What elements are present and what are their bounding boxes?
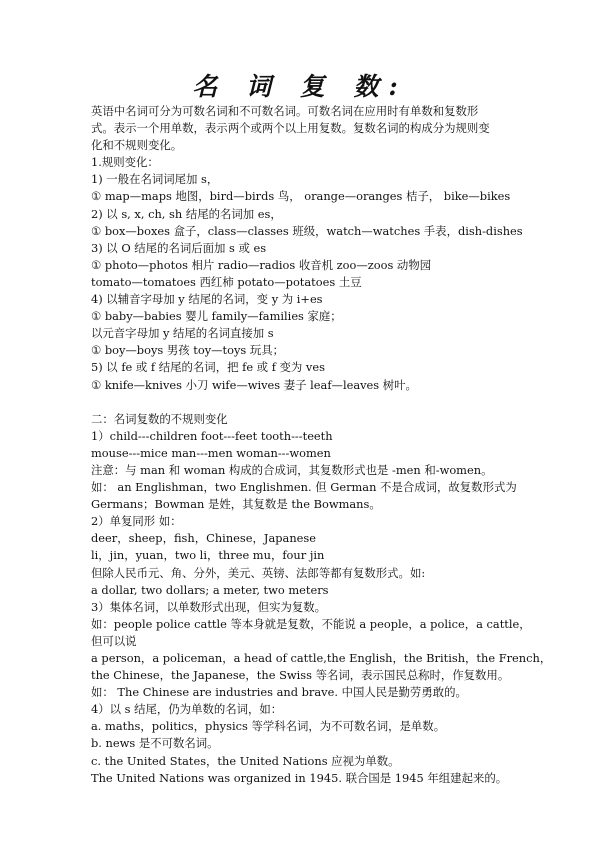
text-line: 如： The Chinese are industries and brave. 中国人民是勤劳勇敢的。 [91,685,467,700]
text-line: ① photo—photos 相片 radio—radios 收音机 zoo—zoos 动物园 [91,257,432,272]
text-line: 如： an Englishman，two Englishmen. 但 German 不是合成词，故复数形式为 [91,480,517,495]
text-line: 二：名词复数的不规则变化 [91,411,228,426]
text-line: 英语中名词可分为可数名词和不可数名词。可数名词在应用时有单数和复数形 [91,104,479,118]
text-line: b. news 是不可数名词。 [91,736,219,751]
text-line: deer，sheep，fish，Chinese，Japanese [91,531,316,546]
text-line: c. the United States，the United Nations 应视为单数。 [91,753,400,768]
text-line: 5) 以 fe 或 f 结尾的名词，把 fe 或 f 变为 ves [91,360,325,375]
text-line: The United Nations was organized in 1945. 联合国是 1945 年组建起来的。 [91,770,508,785]
text-line: 化和不规则变化。 [91,138,183,153]
text-line: 1.规则变化： [91,155,159,170]
text-line: ① boy—boys 男孩 toy—toys 玩具； [91,343,285,358]
text-line: Germans；Bowman 是姓，其复数是 the Bowmans。 [91,497,381,512]
page-title: 名 词 复 数: [192,72,408,101]
text-line: 4) 以辅音字母加 y 结尾的名词，变 y 为 i+es [91,292,323,307]
text-line: a person，a policeman，a head of cattle,the English，the British，the French， [91,651,552,665]
text-line: 3) 以 O 结尾的名词后面加 s 或 es [91,240,267,255]
text-line: ① knife—knives 小刀 wife—wives 妻子 leaf—leaves 树叶。 [91,377,417,392]
text-line: 注意：与 man 和 woman 构成的合成词，其复数形式也是 -men 和-women。 [91,462,493,477]
text-line: the Chinese，the Japanese，the Swiss 等名词，表示国民总称时，作复数用。 [91,668,510,683]
text-line: a. maths，politics，physics 等学科名词，为不可数名词，是单数。 [91,719,446,734]
text-line: ① box—boxes 盒子，class—classes 班级，watch—watches 手表，dish-dishes [91,223,523,238]
text-line: ① baby—babies 婴儿 family—families 家庭； [91,309,342,324]
text-line: 1）child---children foot---feet tooth---teeth [91,428,333,443]
text-line: 但可以说 [91,633,137,648]
text-line: a dollar, two dollars; a meter, two meters [91,582,329,597]
text-line: 4）以 s 结尾，仍为单数的名词，如： [91,702,283,717]
text-line: 但除人民币元、角、分外，美元、英镑、法郎等都有复数形式。如: [91,565,426,580]
text-line: 1) 一般在名词词尾加 s， [91,172,219,187]
text-line: 以元音字母加 y 结尾的名词直接加 s [91,326,274,341]
text-line: 如：people police cattle 等本身就是复数，不能说 a people，a police，a cattle， [91,616,531,631]
text-line: li，jin，yuan，two li，three mu，four jin [91,548,325,563]
body-text [91,103,552,787]
text-line: tomato—tomatoes 西红柿 potato—potatoes 土豆 [91,274,362,289]
text-line: 3）集体名词，以单数形式出现，但实为复数。 [91,599,327,614]
text-line: 式。表示一个用单数，表示两个或两个以上用复数。复数名词的构成分为规则变 [91,121,490,136]
text-line: 2）单复同形 如： [91,514,182,529]
text-line: mouse---mice man---men woman---women [91,445,331,460]
text-line: 2) 以 s, x, ch, sh 结尾的名词加 es， [91,206,282,221]
text-line: ① map—maps 地图，bird—birds 鸟， orange—oranges 桔子， bike—bikes [91,189,511,204]
blank-line [91,394,521,411]
